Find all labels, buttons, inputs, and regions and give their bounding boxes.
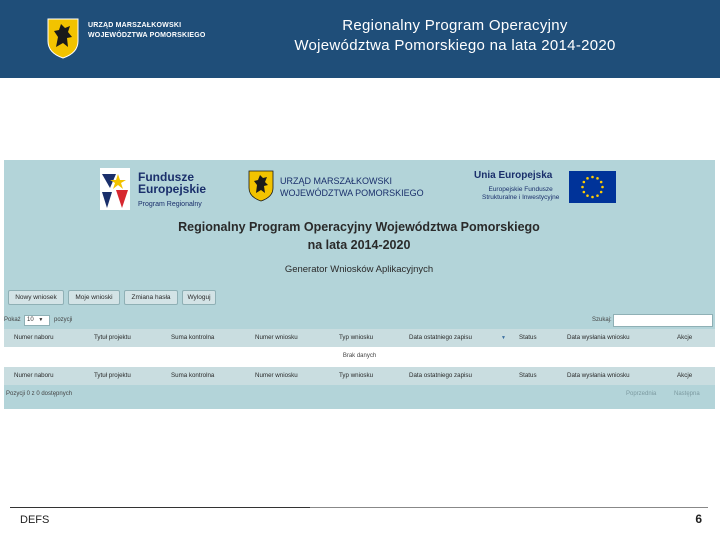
my-applications-button[interactable]: Moje wnioski [68, 290, 120, 305]
col-data-wyslania[interactable]: Data wysłania wniosku [567, 334, 630, 341]
page-length-value: 10 [27, 317, 34, 323]
table-footer [4, 367, 715, 385]
office-name [88, 21, 206, 41]
fe-subtitle: Program Regionalny [138, 201, 202, 208]
eu-star [600, 191, 603, 194]
foot-tytul-projektu: Tytuł projektu [94, 372, 131, 379]
col-data-zapisu[interactable]: Data ostatniego zapisu [409, 334, 472, 341]
griffin-crest-icon [248, 170, 274, 202]
eu-star [596, 177, 599, 180]
page-length-label: Pokaż [4, 317, 21, 323]
eu-star [601, 186, 604, 189]
fundusze-text [138, 171, 206, 195]
app-title-line-1: Regionalny Program Operacyjny Województwa Pomorskiego [178, 220, 540, 234]
eu-star [596, 194, 599, 197]
search-label: Szukaj: [592, 317, 612, 323]
office-line-2: WOJEWÓDZTWA POMORSKIEGO [88, 32, 206, 39]
application-screenshot [4, 160, 715, 409]
ue-sub-line-2: Strukturalne i Inwestycyjne [482, 194, 560, 201]
footer-label: DEFS [20, 514, 50, 526]
um-line-2: WOJEWÓDZTWA POMORSKIEGO [280, 188, 424, 198]
table-header [4, 329, 715, 347]
previous-page-button[interactable]: Poprzednia [626, 391, 657, 397]
eu-star [586, 177, 589, 180]
page-length-select[interactable] [24, 315, 50, 326]
foot-akcje: Akcje [677, 372, 693, 379]
ue-sub-line-1: Europejskie Fundusze [488, 186, 553, 193]
foot-data-wyslania: Data wysłania wniosku [567, 372, 630, 379]
slide-title-line-1: Regionalny Program Operacyjny [342, 17, 568, 34]
fundusze-star-icon [100, 168, 130, 210]
slide-header [0, 0, 720, 78]
eu-flag-icon [569, 171, 616, 203]
eu-star [583, 181, 586, 184]
fundusze-europejskie-logo [100, 168, 210, 210]
um-line-1: URZĄD MARSZAŁKOWSKI [280, 176, 393, 186]
foot-suma-kontrolna: Suma kontrolna [171, 372, 215, 379]
search-input[interactable] [613, 314, 713, 327]
col-status[interactable]: Status [519, 334, 537, 341]
footer-divider [10, 507, 310, 508]
change-password-button[interactable]: Zmiana hasła [124, 290, 178, 305]
foot-data-zapisu: Data ostatniego zapisu [409, 372, 472, 379]
eu-star [591, 196, 594, 199]
ue-title: Unia Europejska [474, 170, 553, 181]
empty-table-text: Brak danych [342, 353, 377, 359]
col-tytul-projektu[interactable]: Tytuł projektu [94, 334, 131, 341]
app-subtitle: Generator Wniosków Aplikacyjnych [284, 264, 434, 275]
app-title [144, 218, 574, 254]
foot-status: Status [519, 372, 537, 379]
footer-divider-right [310, 507, 708, 508]
col-typ-wniosku[interactable]: Typ wniosku [339, 334, 374, 341]
page-length-suffix: pozycji [54, 317, 73, 323]
table-info: Pozycji 0 z 0 dostępnych [6, 391, 73, 397]
ue-subtitle [482, 186, 559, 202]
eu-star [583, 191, 586, 194]
griffin-crest-icon [46, 17, 80, 59]
fe-line-1: Fundusze [138, 170, 194, 184]
foot-typ-wniosku: Typ wniosku [339, 372, 374, 379]
sort-desc-icon: ▼ [501, 335, 506, 341]
next-page-button[interactable]: Następna [674, 391, 700, 397]
logout-button[interactable]: Wyloguj [182, 290, 216, 305]
slide-title [200, 16, 710, 56]
office-line-1: URZĄD MARSZAŁKOWSKI [88, 22, 182, 29]
fe-line-2: Europejskie [138, 182, 207, 196]
col-suma-kontrolna[interactable]: Suma kontrolna [171, 334, 215, 341]
eu-star [586, 194, 589, 197]
app-title-line-2: na lata 2014-2020 [307, 238, 411, 252]
col-numer-wniosku[interactable]: Numer wniosku [255, 334, 298, 341]
col-numer-naboru[interactable]: Numer naboru [14, 334, 54, 341]
slide-title-line-2: Województwa Pomorskiego na lata 2014-2020 [294, 37, 616, 54]
foot-numer-wniosku: Numer wniosku [255, 372, 298, 379]
table-empty-row [4, 347, 715, 367]
eu-star [581, 186, 584, 189]
eu-star [591, 176, 594, 179]
eu-star [600, 181, 603, 184]
foot-numer-naboru: Numer naboru [14, 372, 54, 379]
col-akcje[interactable]: Akcje [677, 334, 693, 341]
um-text [280, 175, 424, 199]
new-application-button[interactable]: Nowy wniosek [8, 290, 64, 305]
chevron-down-icon: ▼ [38, 317, 44, 323]
page-number: 6 [695, 512, 702, 526]
